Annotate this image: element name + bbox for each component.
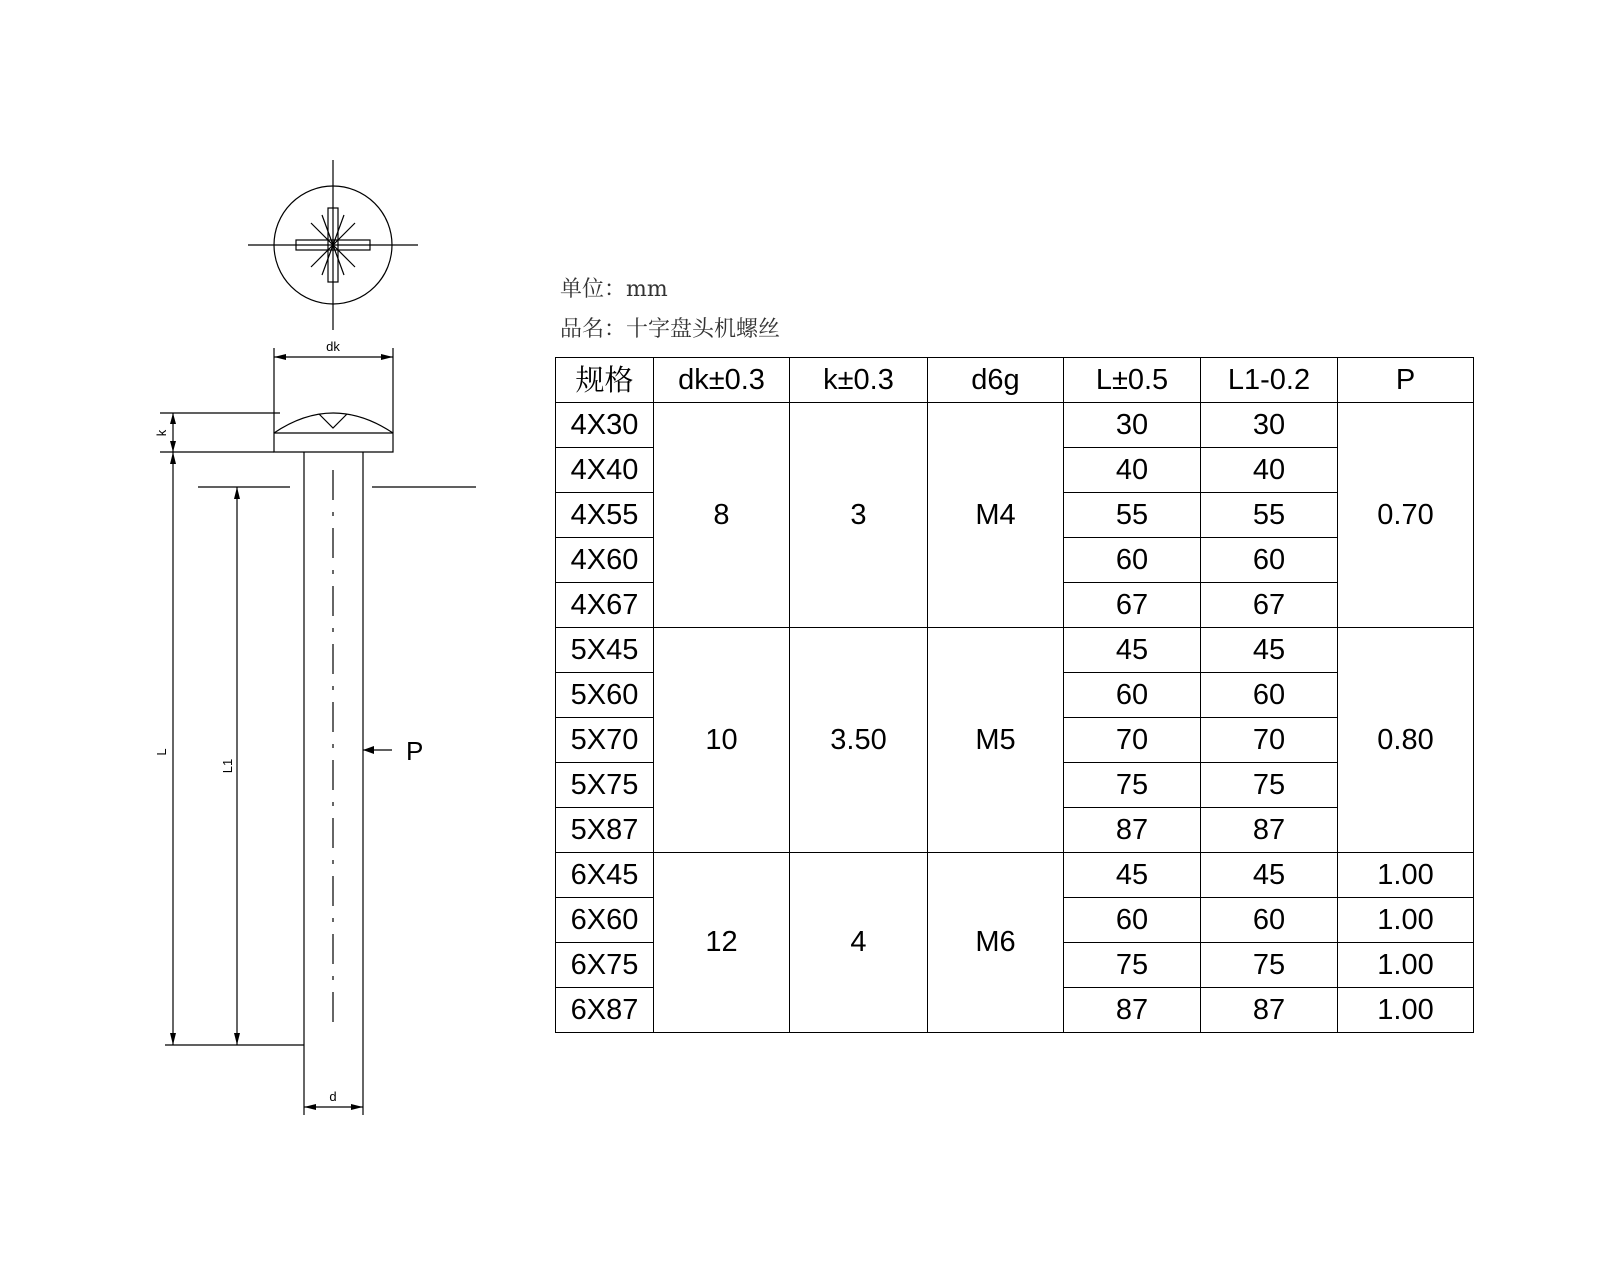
col-header-L1: L1-0.2 [1201, 358, 1338, 403]
cell-L1: 45 [1201, 628, 1338, 673]
cell-P: 1.00 [1338, 943, 1474, 988]
cell-P: 1.00 [1338, 988, 1474, 1033]
dim-label-k: k [154, 429, 169, 437]
spec-table [555, 357, 1474, 1033]
cell-L: 60 [1064, 538, 1201, 583]
cell-L: 55 [1064, 493, 1201, 538]
cell-spec: 6X60 [556, 898, 654, 943]
cell-spec: 4X30 [556, 403, 654, 448]
cell-spec: 4X55 [556, 493, 654, 538]
cell-L1: 87 [1201, 988, 1338, 1033]
col-header-P: P [1338, 358, 1474, 403]
cell-d6g: M6 [928, 853, 1064, 1033]
cell-L1: 60 [1201, 538, 1338, 583]
dim-label-dk: dk [326, 339, 340, 354]
cell-k: 4 [790, 853, 928, 1033]
cell-spec: 5X45 [556, 628, 654, 673]
cell-k: 3 [790, 403, 928, 628]
arrow [274, 354, 286, 360]
cell-spec: 4X67 [556, 583, 654, 628]
product-name-line: 品名：十字盘头机螺丝 [560, 317, 781, 342]
shank [304, 452, 363, 1045]
cell-L: 45 [1064, 853, 1201, 898]
arrow [170, 413, 176, 424]
cell-spec: 6X75 [556, 943, 654, 988]
cell-L: 40 [1064, 448, 1201, 493]
arrow [234, 1033, 240, 1045]
cell-spec: 6X45 [556, 853, 654, 898]
arrow [351, 1104, 363, 1110]
cell-L1: 55 [1201, 493, 1338, 538]
cell-L1: 75 [1201, 943, 1338, 988]
cell-L1: 67 [1201, 583, 1338, 628]
cell-L: 87 [1064, 988, 1201, 1033]
head-side-view [274, 413, 393, 452]
arrow [170, 1033, 176, 1045]
dim-label-L1: L1 [220, 758, 235, 774]
table-row [556, 403, 1474, 448]
cell-spec: 4X60 [556, 538, 654, 583]
cell-dk: 10 [654, 628, 790, 853]
dim-label-d: d [329, 1089, 337, 1104]
cell-L: 87 [1064, 808, 1201, 853]
cell-spec: 5X60 [556, 673, 654, 718]
cell-L: 60 [1064, 673, 1201, 718]
col-header-dk: dk±0.3 [654, 358, 790, 403]
cell-dk: 8 [654, 403, 790, 628]
head-top-view [248, 160, 418, 330]
arrow [304, 1104, 316, 1110]
cell-L: 30 [1064, 403, 1201, 448]
cell-d6g: M5 [928, 628, 1064, 853]
cell-L1: 60 [1201, 673, 1338, 718]
col-header-L: L±0.5 [1064, 358, 1201, 403]
cell-d6g: M4 [928, 403, 1064, 628]
head-recess [319, 414, 347, 428]
cell-L: 45 [1064, 628, 1201, 673]
cell-L1: 45 [1201, 853, 1338, 898]
cell-L: 70 [1064, 718, 1201, 763]
table-header-row [556, 358, 1474, 403]
arrow [363, 746, 374, 754]
cell-L1: 70 [1201, 718, 1338, 763]
cell-L: 60 [1064, 898, 1201, 943]
arrow [234, 487, 240, 499]
cell-P: 1.00 [1338, 898, 1474, 943]
dim-label-L: L [154, 748, 169, 756]
col-header-spec: 规格 [556, 358, 654, 403]
cell-P: 0.70 [1338, 403, 1474, 628]
table-row [556, 853, 1474, 898]
cell-L: 75 [1064, 943, 1201, 988]
arrow [381, 354, 393, 360]
dim-label-P: P [406, 736, 424, 766]
cell-L1: 30 [1201, 403, 1338, 448]
arrow [170, 452, 176, 464]
cell-P: 1.00 [1338, 853, 1474, 898]
unit-line: 单位：mm [560, 277, 668, 302]
cell-L1: 40 [1201, 448, 1338, 493]
cell-L1: 87 [1201, 808, 1338, 853]
table-row [556, 628, 1474, 673]
cell-spec: 5X75 [556, 763, 654, 808]
cell-spec: 6X87 [556, 988, 654, 1033]
cell-L1: 75 [1201, 763, 1338, 808]
cell-L: 75 [1064, 763, 1201, 808]
col-header-d6g: d6g [928, 358, 1064, 403]
arrow [170, 441, 176, 452]
cell-spec: 5X87 [556, 808, 654, 853]
cell-dk: 12 [654, 853, 790, 1033]
cell-spec: 5X70 [556, 718, 654, 763]
cell-L: 67 [1064, 583, 1201, 628]
cell-k: 3.50 [790, 628, 928, 853]
cell-P: 0.80 [1338, 628, 1474, 853]
cell-spec: 4X40 [556, 448, 654, 493]
cell-L1: 60 [1201, 898, 1338, 943]
col-header-k: k±0.3 [790, 358, 928, 403]
